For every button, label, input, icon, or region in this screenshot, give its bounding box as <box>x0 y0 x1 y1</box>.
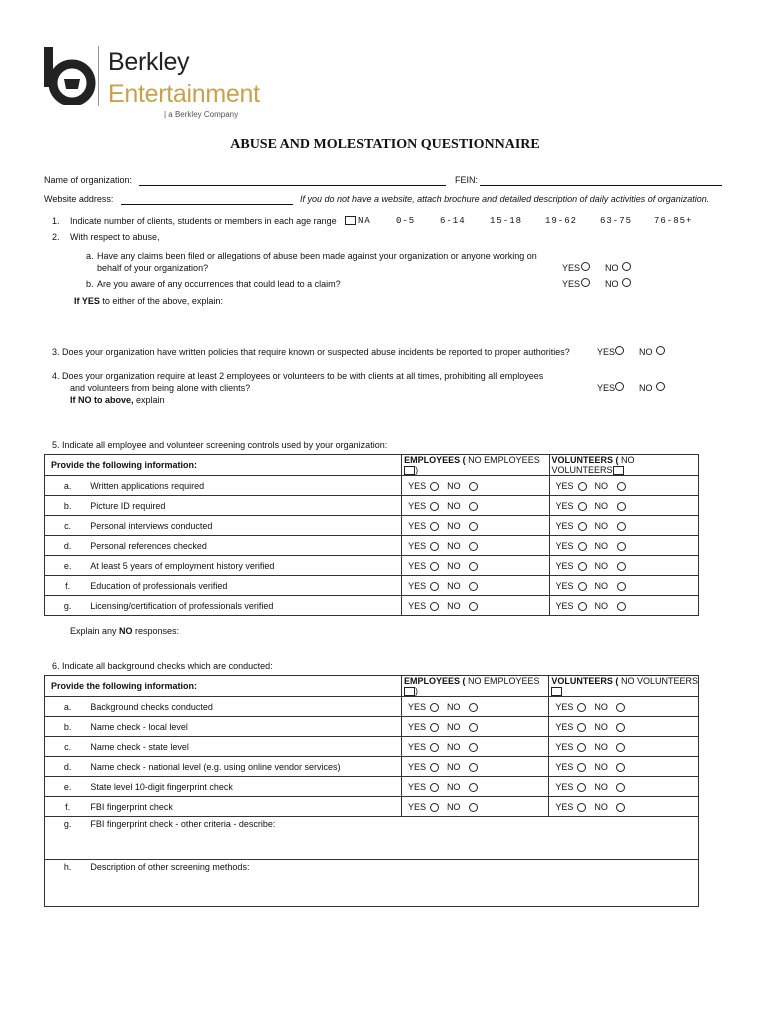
fein-label: FEIN: <box>455 175 479 185</box>
table-row: e. State level 10-digit fingerprint check YES NO YES NO <box>45 777 699 797</box>
emp-yes-radio[interactable] <box>430 783 439 792</box>
vol-yes-radio[interactable] <box>578 502 587 511</box>
q3-no-label: NO <box>639 347 653 357</box>
q4-yes-label: YES <box>597 383 616 393</box>
vol-yes-radio[interactable] <box>578 482 587 491</box>
emp-yes-radio[interactable] <box>430 522 439 531</box>
row-letter: d. <box>45 757 91 777</box>
age-range-15-18: 15-18 <box>490 216 523 226</box>
vol-yes-radio[interactable] <box>578 562 587 571</box>
q3-text: 3. Does your organization have written policies that require known or suspected abuse incidents be reported to proper authorities? <box>52 347 570 357</box>
vol-yes-radio[interactable] <box>578 602 587 611</box>
vol-no-radio[interactable] <box>616 783 625 792</box>
q2a-letter: a. <box>86 251 94 261</box>
q6-no-volunteers-checkbox[interactable] <box>551 687 562 696</box>
vol-no-radio[interactable] <box>617 502 626 511</box>
vol-no-radio[interactable] <box>616 763 625 772</box>
q5-screening-table <box>44 454 699 616</box>
berkley-logo-icon <box>42 45 100 105</box>
row-letter: a. <box>45 476 91 496</box>
row-text: Picture ID required <box>90 496 401 516</box>
table-row: b. Name check - local level YES NO YES NO <box>45 717 699 737</box>
vol-no-radio[interactable] <box>617 562 626 571</box>
row-letter: e. <box>45 777 91 797</box>
vol-yes-radio[interactable] <box>577 743 586 752</box>
vol-yes-radio[interactable] <box>578 522 587 531</box>
emp-no-radio[interactable] <box>469 723 478 732</box>
row-text: Personal references checked <box>90 536 401 556</box>
q3-yes-radio[interactable] <box>615 346 624 355</box>
q4-no-radio[interactable] <box>656 382 665 391</box>
row-text[interactable]: FBI fingerprint check - other criteria - describe: <box>90 817 698 860</box>
row-text: Written applications required <box>90 476 401 496</box>
age-range-63-75: 63-75 <box>600 216 633 226</box>
website-field[interactable] <box>121 204 293 205</box>
emp-yes-radio[interactable] <box>430 602 439 611</box>
brand-subname: Entertainment <box>108 80 260 108</box>
q2b-yes-radio[interactable] <box>581 278 590 287</box>
table-row: g. Licensing/certification of professionals verified YES NO YES NO <box>45 596 699 616</box>
emp-yes-radio[interactable] <box>430 803 439 812</box>
emp-no-radio[interactable] <box>469 482 478 491</box>
emp-yes-radio[interactable] <box>430 502 439 511</box>
emp-no-radio[interactable] <box>469 582 478 591</box>
q6-emp-header: EMPLOYEES ( NO EMPLOYEES ) <box>401 676 548 697</box>
row-letter: g. <box>45 817 91 860</box>
vol-no-radio[interactable] <box>617 522 626 531</box>
vol-yes-radio[interactable] <box>577 783 586 792</box>
q4-text-line2: and volunteers from being alone with clients? <box>70 383 251 393</box>
row-text: Licensing/certification of professionals verified <box>90 596 401 616</box>
row-letter: c. <box>45 737 91 757</box>
row-text: Personal interviews conducted <box>90 516 401 536</box>
brand-tagline: | a Berkley Company <box>164 110 239 119</box>
q2b-text: Are you aware of any occurrences that could lead to a claim? <box>97 279 341 289</box>
age-range-0-5: 0-5 <box>396 216 416 226</box>
emp-yes-radio[interactable] <box>430 582 439 591</box>
table-row: a. Background checks conducted YES NO YES NO <box>45 697 699 717</box>
brand-divider <box>98 46 99 106</box>
q2a-text-line1: Have any claims been filed or allegations of abuse been made against your organization or anyone working on <box>97 251 537 261</box>
emp-yes-radio[interactable] <box>430 743 439 752</box>
age-range-19-62: 19-62 <box>545 216 578 226</box>
row-letter: e. <box>45 556 91 576</box>
table-row: f. Education of professionals verified YES NO YES NO <box>45 576 699 596</box>
q6-vol-header: VOLUNTEERS ( NO VOLUNTEERS <box>549 676 699 697</box>
q4-no-label: NO <box>639 383 653 393</box>
website-label: Website address: <box>44 194 114 204</box>
row-letter: g. <box>45 596 91 616</box>
q1-na-checkbox[interactable] <box>345 216 356 225</box>
vol-yes-radio[interactable] <box>577 803 586 812</box>
q6-header-row <box>45 676 699 697</box>
q2b-no-radio[interactable] <box>622 278 631 287</box>
row-text: FBI fingerprint check <box>90 797 401 817</box>
table-row: b. Picture ID required YES NO YES NO <box>45 496 699 516</box>
vol-no-radio[interactable] <box>617 602 626 611</box>
q5-explain: Explain any NO responses: <box>70 626 180 636</box>
fein-field[interactable] <box>480 185 722 186</box>
brand-name: Berkley <box>108 48 190 76</box>
q2a-no-radio[interactable] <box>622 262 631 271</box>
org-name-field[interactable] <box>139 185 446 186</box>
row-letter: h. <box>45 860 91 907</box>
emp-yes-radio[interactable] <box>430 703 439 712</box>
emp-no-radio[interactable] <box>469 542 478 551</box>
vol-no-radio[interactable] <box>617 582 626 591</box>
q2a-yes-radio[interactable] <box>581 262 590 271</box>
vol-no-radio[interactable] <box>616 803 625 812</box>
q5-no-volunteers-checkbox[interactable] <box>613 466 624 475</box>
q1-number: 1. <box>52 216 60 226</box>
emp-yes-radio[interactable] <box>430 763 439 772</box>
row-letter: a. <box>45 697 91 717</box>
row-letter: f. <box>45 576 91 596</box>
row-text: Education of professionals verified <box>90 576 401 596</box>
age-range-na: NA <box>358 216 371 226</box>
table-row: e. At least 5 years of employment history verified YES NO YES NO <box>45 556 699 576</box>
table-row <box>45 817 699 860</box>
age-range-76-85: 76-85+ <box>654 216 693 226</box>
q6-background-table <box>44 675 699 907</box>
q5-header-row <box>45 455 699 476</box>
q4-yes-radio[interactable] <box>615 382 624 391</box>
emp-yes-radio[interactable] <box>430 482 439 491</box>
emp-no-radio[interactable] <box>469 803 478 812</box>
emp-no-radio[interactable] <box>469 743 478 752</box>
row-text: Name check - state level <box>90 737 401 757</box>
vol-no-radio[interactable] <box>617 482 626 491</box>
website-note: If you do not have a website, attach brochure and detailed description of daily activities of organization. <box>300 194 710 204</box>
emp-yes-radio[interactable] <box>430 562 439 571</box>
table-row: d. Personal references checked YES NO YES NO <box>45 536 699 556</box>
table-row <box>45 860 699 907</box>
q2a-text-line2: behalf of your organization? <box>97 263 209 273</box>
emp-no-radio[interactable] <box>469 703 478 712</box>
vol-yes-radio[interactable] <box>578 582 587 591</box>
q6-header: Provide the following information: <box>45 676 402 697</box>
q2-text: With respect to abuse, <box>70 232 160 242</box>
row-text: State level 10-digit fingerprint check <box>90 777 401 797</box>
q5-emp-header: EMPLOYEES ( NO EMPLOYEES ) <box>402 455 549 476</box>
emp-no-radio[interactable] <box>469 763 478 772</box>
emp-no-radio[interactable] <box>469 783 478 792</box>
q2-number: 2. <box>52 232 60 242</box>
q2b-yes-label: YES <box>562 279 581 289</box>
q3-yes-label: YES <box>597 347 616 357</box>
q6-no-employees-checkbox[interactable] <box>404 687 415 696</box>
row-text[interactable]: Description of other screening methods: <box>90 860 698 907</box>
row-letter: d. <box>45 536 91 556</box>
q6-intro: 6. Indicate all background checks which are conducted: <box>52 661 273 671</box>
table-row: c. Personal interviews conducted YES NO YES NO <box>45 516 699 536</box>
emp-yes-radio[interactable] <box>430 723 439 732</box>
row-text: At least 5 years of employment history verified <box>90 556 401 576</box>
vol-no-radio[interactable] <box>616 723 625 732</box>
vol-yes-radio[interactable] <box>578 542 587 551</box>
q4-text-line1: 4. Does your organization require at least 2 employees or volunteers to be with clients at all times, prohibiting all employees <box>52 371 544 381</box>
q2b-letter: b. <box>86 279 94 289</box>
q3-no-radio[interactable] <box>656 346 665 355</box>
emp-no-radio[interactable] <box>469 562 478 571</box>
table-row: d. Name check - national level (e.g. using online vendor services) YES NO YES NO <box>45 757 699 777</box>
row-letter: f. <box>45 797 91 817</box>
q2b-no-label: NO <box>605 279 619 289</box>
table-row: a. Written applications required YES NO YES NO <box>45 476 699 496</box>
row-letter: b. <box>45 496 91 516</box>
q1-text: Indicate number of clients, students or members in each age range <box>70 216 337 226</box>
row-text: Name check - national level (e.g. using online vendor services) <box>90 757 401 777</box>
vol-yes-radio[interactable] <box>577 763 586 772</box>
q5-no-employees-checkbox[interactable] <box>404 466 415 475</box>
q2a-no-label: NO <box>605 263 619 273</box>
emp-no-radio[interactable] <box>469 602 478 611</box>
table-row: f. FBI fingerprint check YES NO YES NO <box>45 797 699 817</box>
org-name-label: Name of organization: <box>44 175 133 185</box>
q5-header: Provide the following information: <box>45 455 402 476</box>
emp-no-radio[interactable] <box>469 522 478 531</box>
q2-explain: If YES to either of the above, explain: <box>74 296 223 306</box>
emp-yes-radio[interactable] <box>430 542 439 551</box>
vol-no-radio[interactable] <box>617 542 626 551</box>
emp-no-radio[interactable] <box>469 502 478 511</box>
table-row: c. Name check - state level YES NO YES NO <box>45 737 699 757</box>
page-title: ABUSE AND MOLESTATION QUESTIONNAIRE <box>230 137 540 152</box>
vol-yes-radio[interactable] <box>577 703 586 712</box>
vol-no-radio[interactable] <box>616 703 625 712</box>
vol-no-radio[interactable] <box>616 743 625 752</box>
row-text: Name check - local level <box>90 717 401 737</box>
row-text: Background checks conducted <box>90 697 401 717</box>
age-range-6-14: 6-14 <box>440 216 466 226</box>
q4-explain: If NO to above, explain <box>70 395 165 405</box>
row-letter: c. <box>45 516 91 536</box>
q2a-yes-label: YES <box>562 263 581 273</box>
q5-intro: 5. Indicate all employee and volunteer screening controls used by your organization: <box>52 440 388 450</box>
vol-yes-radio[interactable] <box>577 723 586 732</box>
row-letter: b. <box>45 717 91 737</box>
q5-vol-header: VOLUNTEERS ( NO VOLUNTEERS <box>549 455 698 476</box>
